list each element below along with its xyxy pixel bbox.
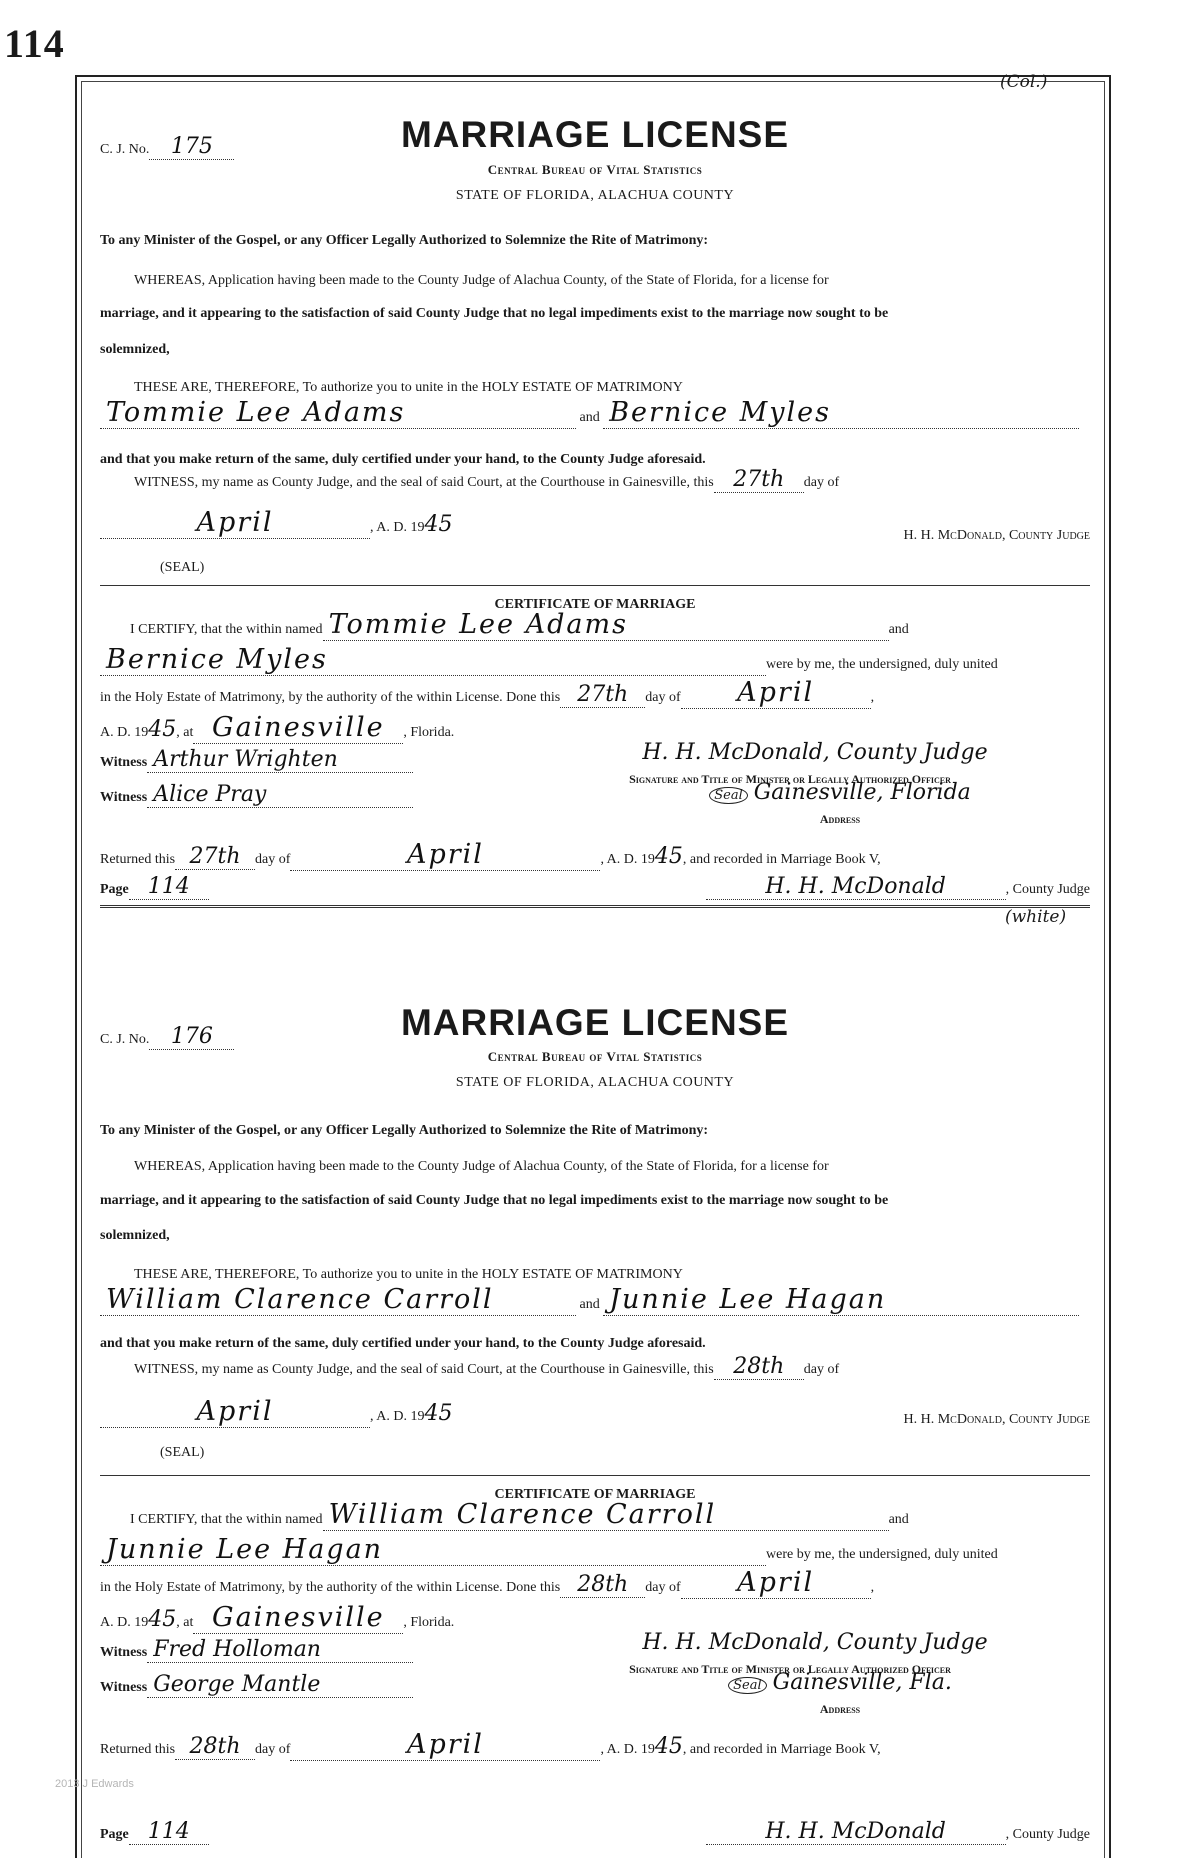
- return-line: and that you make return of the same, duly certified under your hand, to the County Judge aforesaid.: [100, 452, 706, 467]
- county-judge-label: , County Judge: [1005, 882, 1090, 897]
- witness-label: Witness: [100, 1645, 148, 1660]
- cert-year: 45: [148, 717, 177, 742]
- cj-number: 175: [149, 135, 234, 160]
- parties-row: [100, 1285, 1090, 1316]
- cert-groom-name: Tommie Lee Adams: [323, 610, 889, 641]
- address-caption: [590, 1700, 1090, 1718]
- section-divider: [100, 585, 1090, 586]
- county-judge-name: H. H. McDonald, County Judge: [903, 528, 1090, 543]
- whereas-line-1: WHEREAS, Application having been made to the County Judge of Alachua County, of the State of Florida, for a license for: [134, 1159, 829, 1174]
- cj-label: C. J. No.: [100, 1032, 150, 1047]
- license-month: April: [100, 1397, 370, 1428]
- officer-address: [590, 1670, 1090, 1695]
- witness-1-name: Fred Holloman: [147, 1638, 413, 1663]
- witness-2-name: George Mantle: [147, 1673, 413, 1698]
- address-line: To any Minister of the Gospel, or any Officer Legally Authorized to Solemnize the Rite of Matrimony:: [100, 233, 709, 248]
- returned-year: 45: [654, 844, 683, 869]
- license-day: 27th: [714, 468, 804, 493]
- whereas-line-3: solemnized,: [100, 1228, 170, 1243]
- cert-month: April: [681, 1568, 871, 1599]
- witness-text: WITNESS, my name as County Judge, and the seal of said Court, at the Courthouse in Gainesville, this: [134, 1362, 714, 1377]
- returned-day: 27th: [175, 845, 255, 870]
- returned-month: April: [290, 1730, 600, 1761]
- day-of-label: day of: [645, 1580, 681, 1595]
- section-divider: [100, 1475, 1090, 1476]
- license-state: STATE OF FLORIDA, ALACHUA COUNTY: [455, 1075, 735, 1090]
- cert-bride-row: [100, 1535, 1090, 1566]
- license-subtitle: Central Bureau of Vital Statistics: [487, 1049, 703, 1064]
- ad-label: A. D. 19: [100, 1615, 149, 1630]
- witness-text: WITNESS, my name as County Judge, and the seal of said Court, at the Courthouse in Gainesville, this: [134, 475, 714, 490]
- cert-bride-name: Junnie Lee Hagan: [100, 1535, 766, 1566]
- cj-label: C. J. No.: [100, 142, 150, 157]
- seal-label: (SEAL): [160, 560, 205, 575]
- certificate-title: CERTIFICATE OF MARRIAGE: [494, 1487, 696, 1502]
- returned-label: Returned this: [100, 852, 176, 867]
- marriage-place: Gainesville: [193, 1603, 403, 1634]
- bride-name: Bernice Myles: [603, 398, 1079, 429]
- license-divider: [100, 905, 1090, 908]
- at-label: , at: [176, 725, 194, 740]
- whereas-line-2: marriage, and it appearing to the satisfaction of said County Judge that no legal impediments exist to the marriage now sought to be: [100, 1193, 889, 1208]
- cert-month: April: [681, 678, 871, 709]
- address-caption-text: Address: [819, 812, 861, 826]
- cj-number: 176: [149, 1025, 234, 1050]
- parties-row: [100, 398, 1090, 429]
- witness-date-row: [134, 468, 1124, 493]
- these-are-line: THESE ARE, THEREFORE, To authorize you to unite in the HOLY ESTATE OF MATRIMONY: [134, 380, 683, 395]
- officer-signature-text: H. H. McDonald, County Judge: [642, 740, 988, 765]
- license-subtitle: Central Bureau of Vital Statistics: [487, 162, 703, 177]
- witness-2-name: Alice Pray: [147, 783, 413, 808]
- county-judge-label: , County Judge: [1005, 1827, 1090, 1842]
- returned-judge-sig: H. H. McDonald: [706, 875, 1006, 900]
- certify-text: I CERTIFY, that the within named: [130, 622, 323, 637]
- cert-day: 27th: [560, 683, 645, 708]
- license-title: MARRIAGE LICENSE: [400, 114, 790, 155]
- license-note: (white): [1005, 907, 1067, 927]
- address-caption-text: Address: [819, 1702, 861, 1716]
- returned-ad-label: , A. D. 19: [600, 852, 655, 867]
- holy-estate-row: in the Holy Estate of Matrimony, by the authority of the within License. Done this 27th day of April ,: [100, 677, 875, 708]
- holy-estate-text: in the Holy Estate of Matrimony, by the authority of the within License. Done this: [100, 690, 561, 705]
- address-caption: [590, 810, 1090, 828]
- day-of-label: day of: [645, 690, 681, 705]
- certify-row: [130, 1500, 1120, 1531]
- license-month: April: [100, 508, 370, 539]
- whereas-line-2: marriage, and it appearing to the satisfaction of said County Judge that no legal impediments exist to the marriage now sought to be: [100, 306, 889, 321]
- holy-estate-text: in the Holy Estate of Matrimony, by the authority of the within License. Done this: [100, 1580, 561, 1595]
- book-page: 114: [129, 875, 209, 900]
- whereas-line-3: solemnized,: [100, 342, 170, 357]
- address-line: To any Minister of the Gospel, or any Officer Legally Authorized to Solemnize the Rite of Matrimony:: [100, 1123, 709, 1138]
- returned-label: Returned this: [100, 1742, 176, 1757]
- license-title: MARRIAGE LICENSE: [400, 1002, 790, 1043]
- at-label: , at: [176, 1615, 194, 1630]
- license-state: STATE OF FLORIDA, ALACHUA COUNTY: [455, 188, 735, 203]
- returned-judge-row: [590, 1820, 1090, 1845]
- license-year: 45: [424, 1401, 453, 1426]
- recorded-text: , and recorded in Marriage Book V,: [682, 1742, 881, 1757]
- officer-address: [590, 780, 1090, 805]
- bride-name: Junnie Lee Hagan: [603, 1285, 1079, 1316]
- ad-label: , A. D. 19: [370, 520, 425, 535]
- page-label: Page: [100, 882, 129, 897]
- cert-bride-row: [100, 645, 1090, 676]
- day-of-label: day of: [803, 475, 840, 490]
- whereas-line-1: WHEREAS, Application having been made to the County Judge of Alachua County, of the State of Florida, for a license for: [134, 273, 829, 288]
- and-label: and: [579, 410, 600, 425]
- ad-label: , A. D. 19: [370, 1409, 425, 1424]
- watermark: 2013 J Edwards: [55, 1778, 134, 1790]
- returned-row: [100, 1730, 1090, 1761]
- and-label: and: [888, 622, 909, 637]
- day-of-label: day of: [255, 852, 291, 867]
- signature-caption-text: Signature and Title of Minister or Legally Authorized Officer: [629, 772, 951, 786]
- day-of-label: day of: [803, 1362, 840, 1377]
- day-of-label: day of: [255, 1742, 291, 1757]
- returned-month: April: [290, 840, 600, 871]
- marriage-place: Gainesville: [193, 713, 403, 744]
- seal-label: (SEAL): [160, 1445, 205, 1460]
- witness-label: Witness: [100, 1680, 148, 1695]
- seal-mark: Seal: [709, 787, 748, 804]
- officer-address-text: Gainesville, Fla.: [772, 1670, 952, 1695]
- page-number: 114: [4, 21, 65, 66]
- officer-signature-text: H. H. McDonald, County Judge: [642, 1630, 988, 1655]
- returned-day: 28th: [175, 1735, 255, 1760]
- certify-row: [130, 610, 1120, 641]
- officer-address-text: Gainesville, Florida: [753, 780, 971, 805]
- united-text: were by me, the undersigned, duly united: [766, 657, 998, 672]
- these-are-line: THESE ARE, THEREFORE, To authorize you to unite in the HOLY ESTATE OF MATRIMONY: [134, 1267, 683, 1282]
- holy-estate-row: in the Holy Estate of Matrimony, by the authority of the within License. Done this 28th day of April ,: [100, 1567, 875, 1598]
- book-page: 114: [129, 1820, 209, 1845]
- signature-caption-text: Signature and Title of Minister or Legally Authorized Officer: [629, 1662, 951, 1676]
- returned-row: [100, 840, 1090, 871]
- page-label: Page: [100, 1827, 129, 1842]
- cert-groom-name: William Clarence Carroll: [323, 1500, 889, 1531]
- returned-ad-label: , A. D. 19: [600, 1742, 655, 1757]
- county-judge-name: H. H. McDonald, County Judge: [903, 1412, 1090, 1427]
- recorded-text: , and recorded in Marriage Book V,: [682, 852, 881, 867]
- license-day: 28th: [714, 1355, 804, 1380]
- certify-text: I CERTIFY, that the within named: [130, 1512, 323, 1527]
- united-text: were by me, the undersigned, duly united: [766, 1547, 998, 1562]
- returned-year: 45: [654, 1734, 683, 1759]
- witness-label: Witness: [100, 790, 148, 805]
- cert-bride-name: Bernice Myles: [100, 645, 766, 676]
- cert-day: 28th: [560, 1573, 645, 1598]
- return-line: and that you make return of the same, duly certified under your hand, to the County Judge aforesaid.: [100, 1336, 706, 1351]
- seal-mark: Seal: [728, 1677, 767, 1694]
- and-label: and: [579, 1297, 600, 1312]
- license-note: (Col.): [1000, 72, 1048, 92]
- returned-judge-sig: H. H. McDonald: [706, 1820, 1006, 1845]
- florida-label: , Florida.: [403, 1615, 455, 1630]
- certificate-title: CERTIFICATE OF MARRIAGE: [494, 597, 696, 612]
- groom-name: William Clarence Carroll: [100, 1285, 576, 1316]
- license-year: 45: [424, 512, 453, 537]
- witness-label: Witness: [100, 755, 148, 770]
- groom-name: Tommie Lee Adams: [100, 398, 576, 429]
- and-label: and: [888, 1512, 909, 1527]
- cert-year: 45: [148, 1607, 177, 1632]
- florida-label: , Florida.: [403, 725, 455, 740]
- ad-label: A. D. 19: [100, 725, 149, 740]
- witness-1-name: Arthur Wrighten: [147, 748, 413, 773]
- witness-date-row: [134, 1355, 1124, 1380]
- returned-judge-row: [590, 875, 1090, 900]
